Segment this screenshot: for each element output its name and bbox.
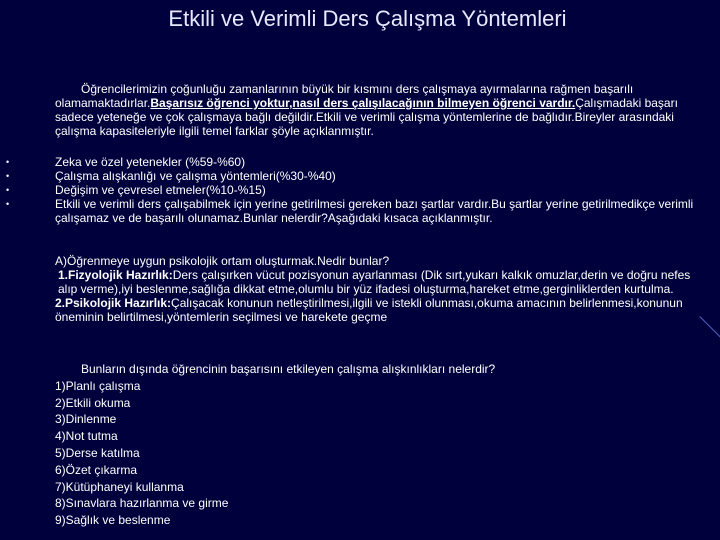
physiological-prep-label: 1.Fizyolojik Hazırlık: — [58, 268, 173, 282]
bullet-icon: • — [6, 157, 10, 167]
habit-item: 1)Planlı çalışma — [55, 378, 141, 393]
habit-item: 8)Sınavlara hazırlanma ve girme — [55, 496, 229, 511]
section-a-heading: A)Öğrenmeye uygun psikolojik ortam oluşturmak.Nedir bunlar? — [55, 254, 390, 268]
bullet-text: Zeka ve özel yetenekler (%59-%60) — [55, 155, 246, 169]
bullet-icon: • — [6, 171, 10, 181]
psychological-prep — [55, 296, 705, 324]
bullet-text: Etkili ve verimli ders çalışabilmek için yerine getirilmesi gereken bazı şartlar vardır.Bu şartlar yerine getirilmedikçe verimli çalışamaz ve de başarılı olunamaz.Bunlar nelerdir?Aşağıdaki kısaca açıklanmıştır. — [55, 197, 694, 225]
slide-title: Etkili ve Verimli Ders Çalışma Yöntemleri — [168, 6, 567, 31]
habit-item: 5)Derse katılma — [55, 445, 140, 460]
bullet-item — [0, 197, 720, 225]
psychological-prep-label: 2.Psikolojik Hazırlık: — [55, 296, 172, 310]
habit-item: 6)Özet çıkarma — [55, 462, 138, 477]
intro-text-2: Çalışmadaki başarı sadece yeteneğe ve çok çalışmaya bağlı değildir.Etkili ve verimli çalışma yöntemlerine de bağlıdır.Bireyler arasındaki çalışma kapasiteleriyle ilgili temel farklar şöyle açıklanmıştır. — [55, 96, 678, 138]
habit-item: 2)Etkili okuma — [55, 395, 131, 410]
bullet-item — [0, 155, 720, 169]
bullet-icon: • — [6, 199, 10, 209]
intro-emphasis: Başarısız öğrenci yoktur,nasıl ders çalışılacağının bilmeyen öğrenci vardır. — [150, 96, 576, 110]
habit-item: 9)Sağlık ve beslenme — [55, 513, 171, 528]
bullet-text: Çalışma alışkanlığı ve çalışma yöntemleri(%30-%40) — [55, 169, 336, 183]
bullet-list — [0, 155, 720, 225]
decorative-line — [699, 316, 720, 345]
psychological-prep-text: Çalışacak konunun netleştirilmesi,ilgili ve istekli olunması,okuma amacının belirlenmesi,konunun öneminin belirtilmesi,yöntemlerin seçilmesi ve harekete geçme — [55, 296, 683, 324]
bullet-item — [0, 183, 720, 197]
bullet-text: Değişim ve çevresel etmeler(%10-%15) — [55, 183, 266, 197]
study-habits-lead: Bunların dışında öğrencinin başarısını etkileyen çalışma alışkınlıkları nelerdir? — [81, 362, 496, 376]
physiological-prep-text: Ders çalışırken vücut pozisyonun ayarlanması (Dik sırt,yukarı kalkık omuzlar,derin ve doğru nefes alıp verme),iyi beslenme,sağlığa dikkat etme,olumlu bir yüz ifadesi oluşturma,hareket etme,gerginliklerden kurtulma. — [58, 268, 691, 296]
bullet-item — [0, 169, 720, 183]
habit-item: 3)Dinlenme — [55, 412, 117, 427]
habit-item: 7)Kütüphaneyi kullanma — [55, 479, 184, 494]
physiological-prep — [55, 268, 705, 296]
intro-paragraph — [55, 82, 705, 138]
study-habits-list — [55, 378, 705, 529]
intro-text-1: Öğrencilerimizin çoğunluğu zamanlarının büyük bir kısmını ders çalışmaya ayırmalarına rağmen başarılı olamamaktadırlar. — [55, 82, 634, 110]
study-habits — [55, 361, 705, 529]
section-a — [55, 254, 705, 324]
habit-item: 4)Not tutma — [55, 429, 118, 444]
bullet-icon: • — [6, 185, 10, 195]
